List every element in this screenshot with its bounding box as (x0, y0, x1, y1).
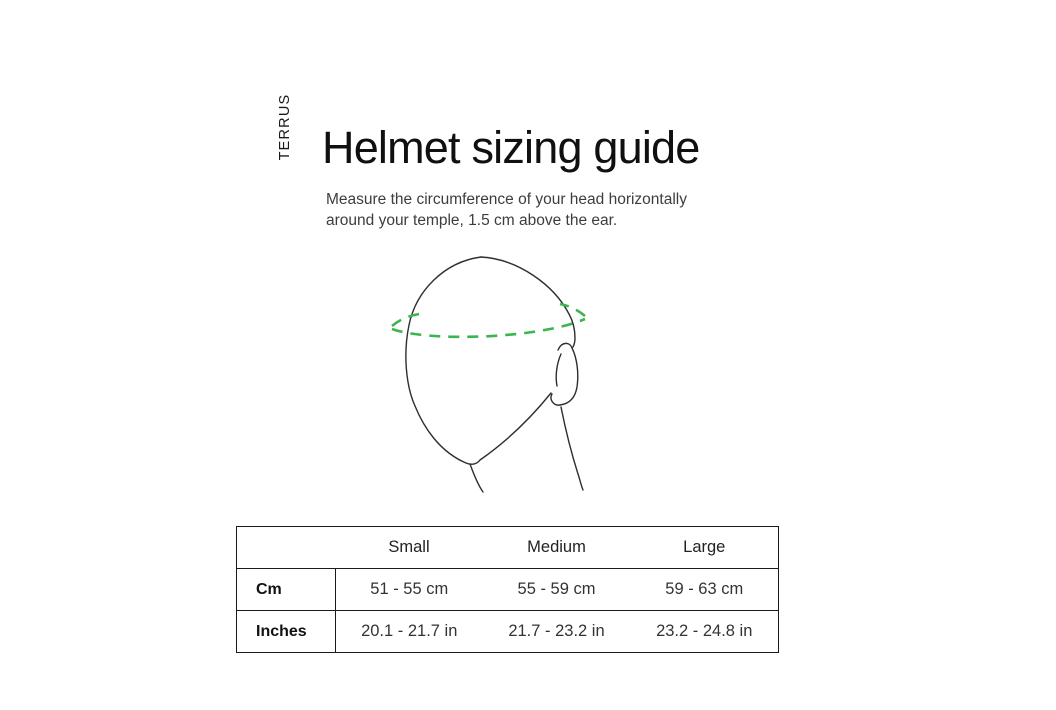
instructions-line-2: around your temple, 1.5 cm above the ear. (326, 211, 618, 229)
inches-medium-value: 21.7 - 23.2 in (508, 622, 605, 640)
header-cell-large: Large (683, 538, 726, 556)
neck-back-line (561, 407, 583, 490)
cm-large-value: 59 - 63 cm (665, 580, 744, 598)
cm-small-value: 51 - 55 cm (370, 580, 449, 598)
neck-front-line (470, 464, 483, 492)
inches-large-value: 23.2 - 24.8 in (656, 622, 753, 640)
head-measurement-illustration (388, 246, 603, 498)
head-outline-left (406, 257, 551, 464)
table-row-inches (237, 611, 779, 653)
measuring-tape-back-left (392, 314, 419, 326)
brand-logo: TERRUS (277, 93, 293, 161)
measuring-tape-back-right (560, 304, 585, 316)
cm-medium-value: 55 - 59 cm (517, 580, 596, 598)
instructions-line-1: Measure the circumference of your head horizontally (326, 191, 687, 208)
table-header-row (237, 527, 779, 569)
ear-outline (551, 343, 578, 405)
head-illustration-svg (388, 246, 603, 498)
ear-inner-line (556, 354, 561, 386)
sizing-table (236, 526, 779, 653)
header-cell-empty (237, 527, 336, 569)
measure-instructions (326, 190, 687, 231)
header-cell-small: Small (388, 538, 430, 556)
table-row-cm (237, 569, 779, 611)
header-cell-medium: Medium (527, 538, 586, 556)
row-label-inches: Inches (237, 611, 336, 653)
inches-small-value: 20.1 - 21.7 in (361, 622, 458, 640)
page-title: Helmet sizing guide (322, 122, 700, 173)
measuring-tape-front-arc (392, 319, 585, 337)
row-label-cm: Cm (237, 569, 336, 611)
